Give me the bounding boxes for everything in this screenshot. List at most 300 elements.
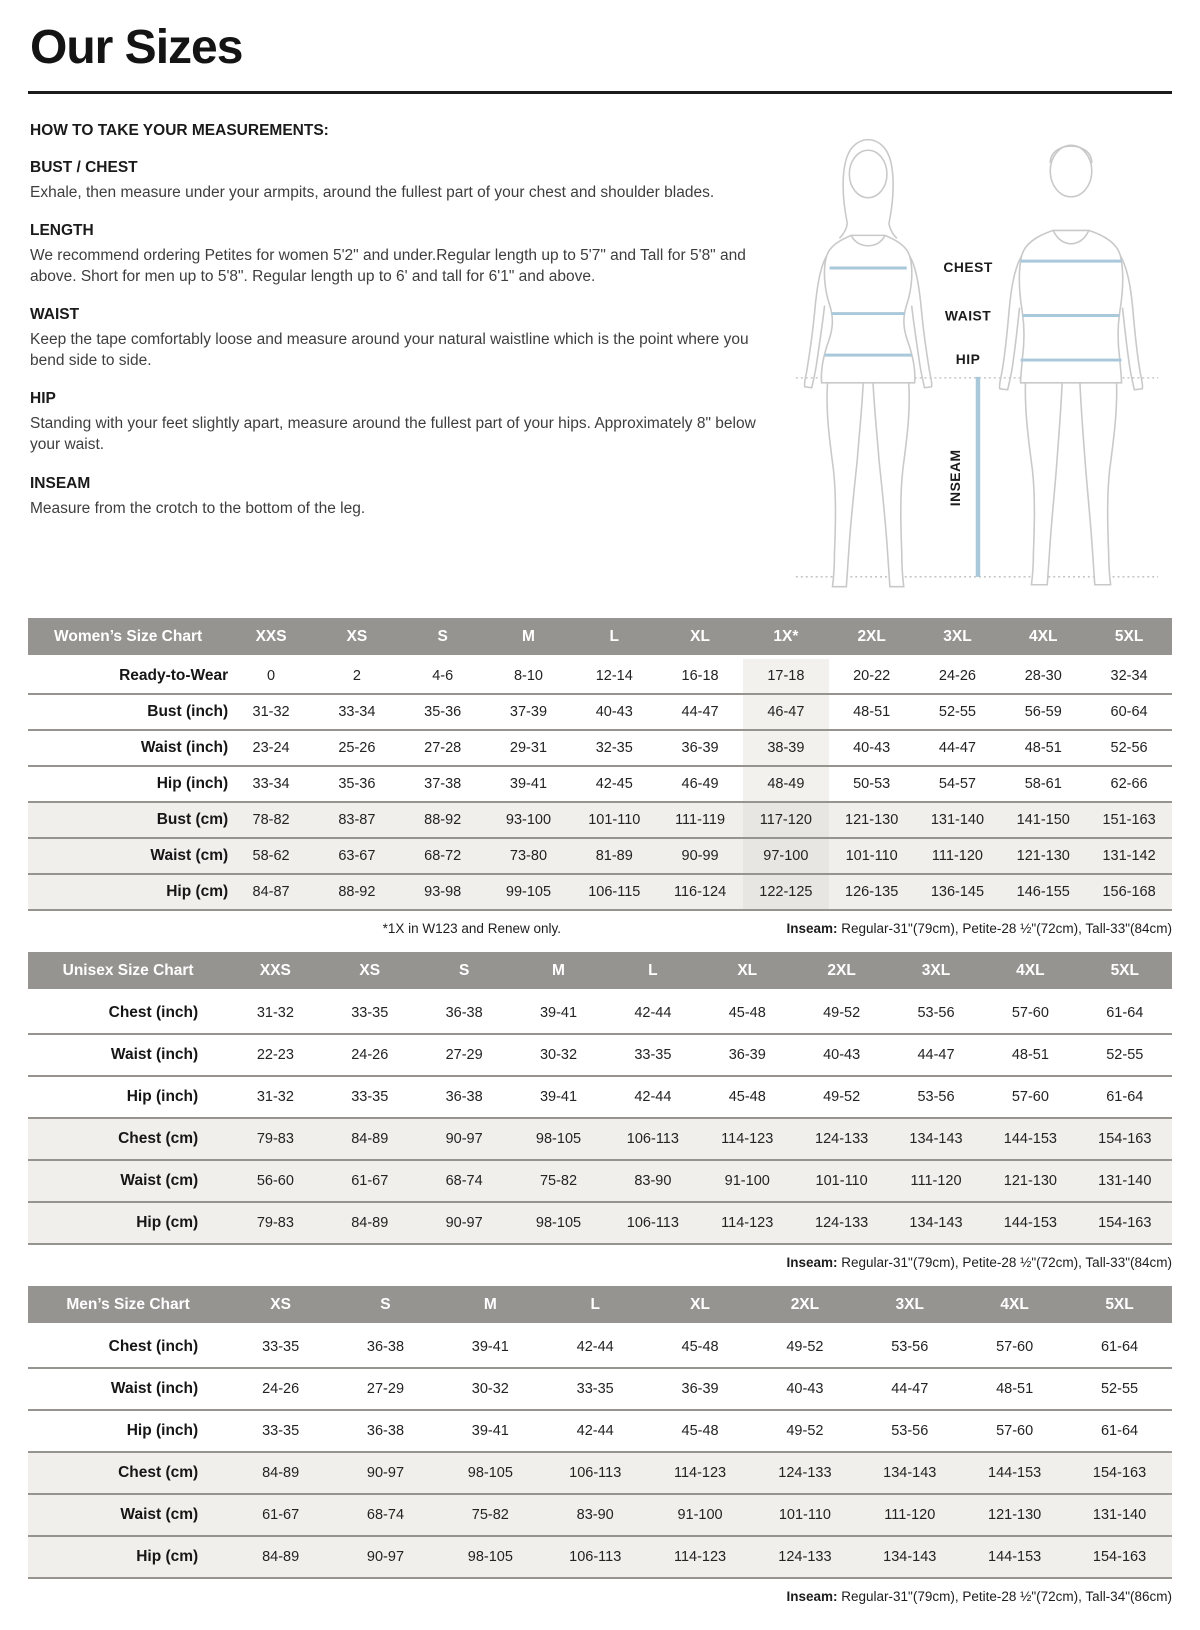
size-cell: 40-43 — [829, 730, 915, 766]
size-cell: 134-143 — [857, 1452, 962, 1494]
size-cell: 61-64 — [1106, 1005, 1144, 1021]
column-header-xl: XL — [648, 1286, 753, 1325]
section-inseam — [30, 475, 770, 519]
size-cell: 146-155 — [1000, 874, 1086, 910]
size-cell: 79-83 — [228, 1118, 322, 1160]
size-cell: 32-34 — [1110, 668, 1148, 684]
size-cell: 48-49 — [743, 766, 829, 802]
size-cell: 52-55 — [1067, 1368, 1172, 1410]
size-cell: 39-41 — [471, 1339, 509, 1355]
table-row — [28, 766, 1172, 802]
size-cell: 52-55 — [915, 694, 1001, 730]
header-row — [28, 618, 1172, 657]
size-cell: 121-130 — [829, 802, 915, 838]
size-cell: 98-105 — [511, 1118, 605, 1160]
size-cell: 45-48 — [648, 1410, 753, 1452]
size-cell: 83-90 — [606, 1160, 700, 1202]
size-cell: 42-44 — [543, 1410, 648, 1452]
inseam-prefix: Inseam: — [786, 1255, 838, 1270]
size-cell: 61-64 — [1100, 1339, 1139, 1355]
size-cell: 44-47 — [915, 730, 1001, 766]
size-cell: 122-125 — [743, 874, 829, 910]
table-row — [28, 1118, 1172, 1160]
column-header-1x: 1X* — [743, 618, 829, 657]
table-title: Unisex Size Chart — [28, 952, 228, 991]
size-cell: 84-87 — [228, 874, 314, 910]
size-cell: 134-143 — [889, 1118, 983, 1160]
section-waist — [30, 306, 770, 371]
table-row — [28, 838, 1172, 874]
size-cell: 124-133 — [794, 1118, 888, 1160]
column-header-l: L — [606, 952, 700, 991]
size-cell: 2 — [352, 668, 361, 684]
size-cell: 36-39 — [700, 1034, 794, 1076]
womens-size-chart — [28, 618, 1172, 911]
row-label: Bust (inch) — [28, 694, 228, 730]
size-cell: 90-97 — [333, 1452, 438, 1494]
section-title: WAIST — [30, 306, 80, 324]
size-cell: 144-153 — [983, 1202, 1077, 1244]
size-cell: 39-41 — [539, 1005, 578, 1021]
size-cell: 111-120 — [857, 1494, 962, 1536]
size-cell: 32-35 — [571, 730, 657, 766]
size-cell: 54-57 — [915, 766, 1001, 802]
size-cell: 38-39 — [743, 730, 829, 766]
mens-table — [28, 1286, 1172, 1579]
size-cell: 90-99 — [657, 838, 743, 874]
size-cell: 75-82 — [438, 1494, 543, 1536]
size-cell: 106-115 — [571, 874, 657, 910]
column-header-xl: XL — [657, 618, 743, 657]
section-title: LENGTH — [30, 222, 94, 240]
size-cell: 106-113 — [606, 1118, 700, 1160]
size-cell: 49-52 — [752, 1410, 857, 1452]
size-cell: 144-153 — [983, 1118, 1077, 1160]
size-cell: 68-74 — [333, 1494, 438, 1536]
body-figures-illustration — [784, 128, 1170, 606]
column-header-2xl: 2XL — [752, 1286, 857, 1325]
size-cell: 101-110 — [752, 1494, 857, 1536]
row-label: Waist (inch) — [28, 1034, 228, 1076]
size-cell: 79-83 — [228, 1202, 322, 1244]
size-cell: 131-140 — [1078, 1160, 1172, 1202]
size-cell: 91-100 — [700, 1160, 794, 1202]
size-cell: 101-110 — [571, 802, 657, 838]
size-cell: 33-34 — [314, 694, 400, 730]
size-cell: 121-130 — [1000, 838, 1086, 874]
row-label: Chest (inch) — [108, 1338, 199, 1355]
size-cell: 134-143 — [857, 1536, 962, 1578]
size-cell: 97-100 — [743, 838, 829, 874]
header-row — [28, 952, 1172, 991]
table-row — [28, 1494, 1172, 1536]
unisex-table — [28, 952, 1172, 1245]
size-cell: 48-51 — [829, 694, 915, 730]
column-header-xs: XS — [323, 952, 417, 991]
size-cell: 48-51 — [983, 1034, 1077, 1076]
mens-table-footnote — [28, 1589, 1172, 1604]
column-header-3xl: 3XL — [857, 1286, 962, 1325]
size-cell: 93-100 — [486, 802, 572, 838]
womens-table — [28, 618, 1172, 911]
column-header-5xl: 5XL — [1067, 1286, 1172, 1325]
size-cell: 35-36 — [400, 694, 486, 730]
column-header-4xl: 4XL — [962, 1286, 1067, 1325]
size-cell: 57-60 — [996, 1339, 1034, 1355]
size-cell: 106-113 — [606, 1202, 700, 1244]
size-cell: 106-113 — [543, 1452, 648, 1494]
size-cell: 134-143 — [889, 1202, 983, 1244]
row-label: Hip (inch) — [28, 766, 228, 802]
size-cell: 45-48 — [728, 1005, 766, 1021]
size-cell: 33-35 — [228, 1410, 333, 1452]
column-header-xxs: XXS — [228, 952, 322, 991]
size-cell: 40-43 — [752, 1368, 857, 1410]
size-cell: 53-56 — [917, 1005, 955, 1021]
size-cell: 73-80 — [486, 838, 572, 874]
size-cell: 49-52 — [786, 1339, 824, 1355]
section-body: Exhale, then measure under your armpits, around the fullest part of your chest and shoulder blades. — [30, 184, 715, 201]
size-cell: 68-72 — [400, 838, 486, 874]
size-cell: 124-133 — [752, 1452, 857, 1494]
row-label: Waist (inch) — [28, 1368, 228, 1410]
size-cell: 93-98 — [400, 874, 486, 910]
table-row — [28, 1368, 1172, 1410]
size-cell: 36-38 — [333, 1410, 438, 1452]
size-cell: 25-26 — [314, 730, 400, 766]
size-cell: 52-56 — [1086, 730, 1172, 766]
size-cell: 88-92 — [400, 802, 486, 838]
size-cell: 31-32 — [228, 1076, 322, 1118]
column-header-xs: XS — [228, 1286, 333, 1325]
size-cell: 28-30 — [1024, 668, 1062, 684]
size-cell: 49-52 — [823, 1005, 861, 1021]
size-cell: 0 — [267, 668, 276, 684]
size-cell: 53-56 — [857, 1410, 962, 1452]
size-cell: 91-100 — [648, 1494, 753, 1536]
section-body: Standing with your feet slightly apart, measure around the fullest part of your hips. Approximately 8" below your waist. — [30, 415, 756, 454]
measurements-section — [28, 122, 1172, 604]
size-cell: 154-163 — [1078, 1118, 1172, 1160]
female-figure-outline — [805, 140, 932, 587]
table-row — [28, 1536, 1172, 1578]
column-header-s: S — [333, 1286, 438, 1325]
section-length — [30, 222, 770, 287]
size-cell: 8-10 — [513, 668, 543, 684]
size-cell: 60-64 — [1086, 694, 1172, 730]
size-cell: 44-47 — [857, 1368, 962, 1410]
size-cell: 42-44 — [634, 1005, 672, 1021]
table-row — [28, 1410, 1172, 1452]
size-cell: 27-29 — [417, 1034, 511, 1076]
size-cell: 46-47 — [743, 694, 829, 730]
size-cell: 40-43 — [794, 1034, 888, 1076]
table-title: Women’s Size Chart — [28, 618, 228, 657]
size-cell: 68-74 — [417, 1160, 511, 1202]
size-cell: 111-120 — [889, 1160, 983, 1202]
column-header-3xl: 3XL — [915, 618, 1001, 657]
size-cell: 83-90 — [543, 1494, 648, 1536]
size-cell: 124-133 — [794, 1202, 888, 1244]
size-cell: 84-89 — [323, 1118, 417, 1160]
size-cell: 42-45 — [571, 766, 657, 802]
size-cell: 44-47 — [889, 1034, 983, 1076]
size-cell: 131-140 — [915, 802, 1001, 838]
column-header-l: L — [543, 1286, 648, 1325]
size-cell: 42-44 — [606, 1076, 700, 1118]
size-cell: 84-89 — [323, 1202, 417, 1244]
column-header-5xl: 5XL — [1086, 618, 1172, 657]
mens-size-chart — [28, 1286, 1172, 1579]
size-cell: 131-142 — [1086, 838, 1172, 874]
size-cell: 144-153 — [962, 1452, 1067, 1494]
size-cell: 114-123 — [648, 1452, 753, 1494]
size-cell: 37-39 — [486, 694, 572, 730]
unisex-size-chart — [28, 952, 1172, 1245]
size-cell: 22-23 — [228, 1034, 322, 1076]
section-body: We recommend ordering Petites for women 5'2" and under.Regular length up to 5'7" and Tall for 5'8" and above. Short for men up to 5'8". Regular length up to 6' and tall for 6'1" and above. — [30, 247, 746, 286]
section-bust-chest — [30, 159, 770, 203]
column-header-s: S — [400, 618, 486, 657]
size-cell: 101-110 — [794, 1160, 888, 1202]
row-label: Bust (cm) — [28, 802, 228, 838]
unisex-table-footnote — [28, 1255, 1172, 1270]
size-cell: 57-60 — [1011, 1005, 1049, 1021]
size-cell: 90-97 — [417, 1202, 511, 1244]
section-title: INSEAM — [30, 474, 91, 492]
row-label: Chest (cm) — [28, 1452, 228, 1494]
column-header-m: M — [486, 618, 572, 657]
section-title: BUST / CHEST — [30, 159, 138, 176]
column-header-m: M — [438, 1286, 543, 1325]
page-title: Our Sizes — [30, 21, 243, 74]
size-cell: 61-64 — [1067, 1410, 1172, 1452]
size-cell: 98-105 — [511, 1202, 605, 1244]
size-cell: 141-150 — [1000, 802, 1086, 838]
row-label: Ready-to-Wear — [119, 667, 229, 684]
header-row — [28, 1286, 1172, 1325]
size-cell: 36-38 — [445, 1005, 483, 1021]
size-cell: 83-87 — [314, 802, 400, 838]
chest-label: CHEST — [943, 258, 993, 275]
size-cell: 84-89 — [228, 1452, 333, 1494]
size-cell: 114-123 — [648, 1536, 753, 1578]
waist-label: WAIST — [944, 307, 992, 324]
size-cell: 98-105 — [438, 1452, 543, 1494]
body-measurement-diagram — [784, 128, 1170, 606]
inseam-label: INSEAM — [947, 449, 964, 507]
size-cell: 33-35 — [543, 1368, 648, 1410]
size-cell: 111-120 — [915, 838, 1001, 874]
size-cell: 20-22 — [853, 668, 891, 684]
table-row — [28, 1076, 1172, 1118]
column-header-s: S — [417, 952, 511, 991]
size-cell: 121-130 — [983, 1160, 1077, 1202]
size-cell: 16-18 — [681, 668, 719, 684]
size-cell: 30-32 — [438, 1368, 543, 1410]
row-label: Waist (inch) — [28, 730, 228, 766]
size-cell: 44-47 — [657, 694, 743, 730]
size-cell: 42-44 — [576, 1339, 614, 1355]
column-header-3xl: 3XL — [889, 952, 983, 991]
size-cell: 52-55 — [1078, 1034, 1172, 1076]
size-cell: 154-163 — [1067, 1536, 1172, 1578]
section-body: Keep the tape comfortably loose and measure around your natural waistline which is the point where you bend side to side. — [30, 331, 749, 370]
column-header-m: M — [511, 952, 605, 991]
row-label: Hip (cm) — [28, 1202, 228, 1244]
section-hip — [30, 390, 770, 455]
size-cell: 27-28 — [400, 730, 486, 766]
size-cell: 61-64 — [1078, 1076, 1172, 1118]
size-cell: 36-39 — [657, 730, 743, 766]
footnote-inseam — [786, 1255, 1172, 1270]
size-cell: 33-35 — [323, 1076, 417, 1118]
size-cell: 33-35 — [262, 1339, 300, 1355]
size-cell: 114-123 — [700, 1202, 794, 1244]
column-header-xxs: XXS — [228, 618, 314, 657]
size-cell: 99-105 — [486, 874, 572, 910]
size-cell: 111-119 — [657, 802, 743, 838]
row-label: Waist (cm) — [28, 1160, 228, 1202]
size-cell: 154-163 — [1067, 1452, 1172, 1494]
inseam-values: Regular-31"(79cm), Petite-28 ½"(72cm), Tall-34"(86cm) — [837, 1589, 1172, 1604]
table-row — [28, 802, 1172, 838]
size-cell: 61-67 — [228, 1494, 333, 1536]
size-cell: 12-14 — [595, 668, 633, 684]
size-cell: 78-82 — [228, 802, 314, 838]
size-cell: 39-41 — [486, 766, 572, 802]
size-cell: 17-18 — [743, 657, 829, 694]
size-cell: 90-97 — [333, 1536, 438, 1578]
size-cell: 98-105 — [438, 1536, 543, 1578]
size-cell: 27-29 — [333, 1368, 438, 1410]
column-header-2xl: 2XL — [794, 952, 888, 991]
size-cell: 84-89 — [228, 1536, 333, 1578]
size-cell: 57-60 — [962, 1410, 1067, 1452]
table-row — [28, 657, 1172, 694]
size-cell: 33-35 — [351, 1005, 389, 1021]
inseam-values: Regular-31"(79cm), Petite-28 ½"(72cm), Tall-33"(84cm) — [837, 921, 1172, 936]
size-cell: 48-51 — [962, 1368, 1067, 1410]
table-title: Men’s Size Chart — [28, 1286, 228, 1325]
size-cell: 81-89 — [571, 838, 657, 874]
size-cell: 63-67 — [314, 838, 400, 874]
size-cell: 39-41 — [438, 1410, 543, 1452]
column-header-4xl: 4XL — [1000, 618, 1086, 657]
row-label: Hip (inch) — [28, 1410, 228, 1452]
column-header-4xl: 4XL — [983, 952, 1077, 991]
inseam-prefix: Inseam: — [786, 921, 838, 936]
size-cell: 124-133 — [752, 1536, 857, 1578]
womens-table-footnote — [28, 921, 1172, 936]
size-cell: 39-41 — [511, 1076, 605, 1118]
column-header-l: L — [571, 618, 657, 657]
size-cell: 50-53 — [829, 766, 915, 802]
row-label: Waist (cm) — [28, 1494, 228, 1536]
size-cell: 117-120 — [743, 802, 829, 838]
size-cell: 58-62 — [228, 838, 314, 874]
row-label: Chest (inch) — [108, 1004, 199, 1021]
row-label: Hip (inch) — [28, 1076, 228, 1118]
size-cell: 121-130 — [962, 1494, 1067, 1536]
size-cell: 75-82 — [511, 1160, 605, 1202]
size-cell: 53-56 — [889, 1076, 983, 1118]
size-cell: 56-59 — [1000, 694, 1086, 730]
table-row — [28, 1452, 1172, 1494]
size-cell: 35-36 — [314, 766, 400, 802]
size-cell: 4-6 — [432, 668, 454, 684]
footnote-inseam — [786, 921, 1172, 936]
row-label: Hip (cm) — [28, 874, 228, 910]
table-row — [28, 991, 1172, 1034]
size-cell: 31-32 — [256, 1005, 294, 1021]
row-label: Waist (cm) — [28, 838, 228, 874]
size-cell: 116-124 — [657, 874, 743, 910]
size-cell: 58-61 — [1000, 766, 1086, 802]
size-cell: 33-34 — [228, 766, 314, 802]
size-cell: 156-168 — [1086, 874, 1172, 910]
size-cell: 24-26 — [938, 668, 976, 684]
size-cell: 45-48 — [681, 1339, 719, 1355]
size-cell: 36-39 — [648, 1368, 753, 1410]
table-row — [28, 730, 1172, 766]
size-cell: 62-66 — [1086, 766, 1172, 802]
table-row — [28, 694, 1172, 730]
size-cell: 90-97 — [417, 1118, 511, 1160]
size-cell: 24-26 — [323, 1034, 417, 1076]
section-title: HIP — [30, 390, 56, 408]
size-cell: 40-43 — [571, 694, 657, 730]
table-row — [28, 1325, 1172, 1368]
size-cell: 136-145 — [915, 874, 1001, 910]
size-cell: 88-92 — [314, 874, 400, 910]
footnote-1x-note: *1X in W123 and Renew only. — [382, 921, 561, 936]
size-cell: 48-51 — [1000, 730, 1086, 766]
column-header-5xl: 5XL — [1078, 952, 1172, 991]
footnote-inseam — [786, 1589, 1172, 1604]
size-cell: 31-32 — [228, 694, 314, 730]
title-divider — [28, 91, 1172, 94]
size-cell: 101-110 — [829, 838, 915, 874]
size-cell: 23-24 — [228, 730, 314, 766]
size-cell: 53-56 — [891, 1339, 929, 1355]
measurements-heading: HOW TO TAKE YOUR MEASUREMENTS: — [30, 122, 329, 139]
size-cell: 24-26 — [228, 1368, 333, 1410]
size-cell: 131-140 — [1067, 1494, 1172, 1536]
size-cell: 56-60 — [228, 1160, 322, 1202]
row-label: Chest (cm) — [28, 1118, 228, 1160]
table-row — [28, 1160, 1172, 1202]
size-cell: 36-38 — [417, 1076, 511, 1118]
table-row — [28, 1202, 1172, 1244]
column-header-2xl: 2XL — [829, 618, 915, 657]
size-cell: 106-113 — [543, 1536, 648, 1578]
size-cell: 114-123 — [700, 1118, 794, 1160]
size-cell: 49-52 — [794, 1076, 888, 1118]
column-header-xl: XL — [700, 952, 794, 991]
size-cell: 29-31 — [486, 730, 572, 766]
size-cell: 33-35 — [606, 1034, 700, 1076]
size-cell: 151-163 — [1086, 802, 1172, 838]
column-header-xs: XS — [314, 618, 400, 657]
size-cell: 144-153 — [962, 1536, 1067, 1578]
inseam-values: Regular-31"(79cm), Petite-28 ½"(72cm), Tall-33"(84cm) — [837, 1255, 1172, 1270]
size-cell: 37-38 — [400, 766, 486, 802]
size-cell: 45-48 — [700, 1076, 794, 1118]
size-cell: 126-135 — [829, 874, 915, 910]
size-cell: 61-67 — [323, 1160, 417, 1202]
size-cell: 36-38 — [366, 1339, 405, 1355]
